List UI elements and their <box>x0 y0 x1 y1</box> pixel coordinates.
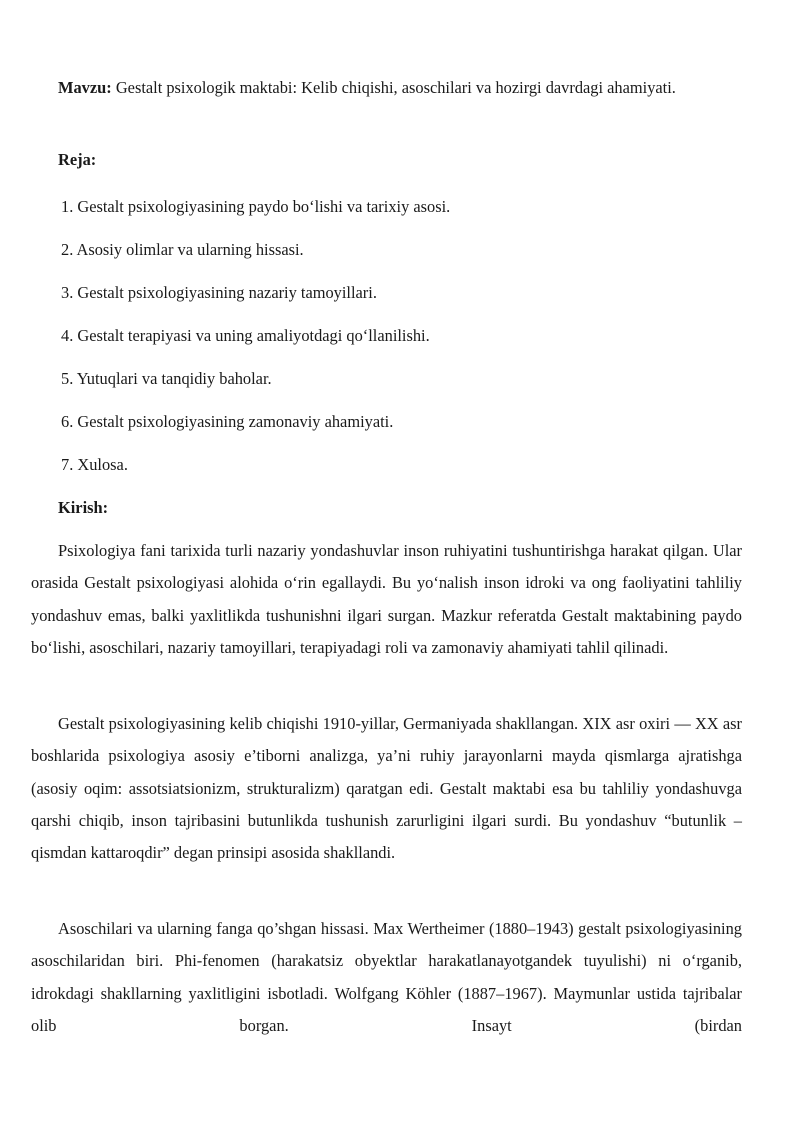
plan-item: 7. Xulosa. <box>61 455 128 474</box>
plan-item: 6. Gestalt psixologiyasining zamonaviy ahamiyati. <box>61 412 394 431</box>
intro-heading: Kirish: <box>58 498 109 517</box>
topic-label: Mavzu: <box>58 78 112 97</box>
plan-heading: Reja: <box>58 150 97 169</box>
plan-item: 2. Asosiy olimlar va ularning hissasi. <box>61 240 304 259</box>
plan-item: 1. Gestalt psixologiyasining paydo bo‘lishi va tarixiy asosi. <box>61 197 451 216</box>
founders-paragraph: Asoschilari va ularning fanga qo’shgan hissasi. Max Wertheimer (1880–1943) gestalt psixologiyasining asoschilaridan biri. Phi-fenomen (harakatsiz obyektlar harakatlanayotgandek tuyulishi) ni o‘rganib, idrokdagi shakllarning yaxlitligini isbotladi. Wolfgang Köhler (1887–1967). Maymunlar ustida tajribalar olib borgan. Insayt (birdan <box>31 919 742 1035</box>
intro-paragraph: Psixologiya fani tarixida turli nazariy yondashuvlar inson ruhiyatini tushuntirishga harakat qilgan. Ular orasida Gestalt psixologiyasi alohida o‘rin egallaydi. Bu yo‘nalish inson idroki va ong faoliyatini tahliliy yondashuv emas, balki yaxlitlikda tushunishni ilgari surgan. Mazkur referatda Gestalt maktabining paydo bo‘lishi, asoschilari, nazariy tamoyillari, terapiyadagi roli va zamonaviy ahamiyati tahlil qilinadi. <box>31 541 742 657</box>
origin-paragraph: Gestalt psixologiyasining kelib chiqishi 1910-yillar, Germaniyada shakllangan. XIX asr oxiri — XX asr boshlarida psixologiya asosiy e’tiborni analizga, ya’ni ruhiy jarayonlarni mayda qismlarga ajratishga (asosiy oqim: assotsiatsionizm, strukturalizm) qaratgan edi. Gestalt maktabi esa bu tahliliy yondashuvga qarshi chiqib, inson tajribasini butunlikda tushunish zarurligini ilgari surdi. Bu yondashuv “butunlik – qismdan kattaroqdir” degan prinsipi asosida shakllandi. <box>31 714 742 863</box>
plan-item: 3. Gestalt psixologiyasining nazariy tamoyillari. <box>61 283 377 302</box>
topic-text: Gestalt psixologik maktabi: Kelib chiqishi, asoschilari va hozirgi davrdagi ahamiyati. <box>115 78 676 97</box>
plan-item: 5. Yutuqlari va tanqidiy baholar. <box>61 369 272 388</box>
plan-item: 4. Gestalt terapiyasi va uning amaliyotdagi qo‘llanilishi. <box>61 326 430 345</box>
topic-line <box>31 72 742 104</box>
